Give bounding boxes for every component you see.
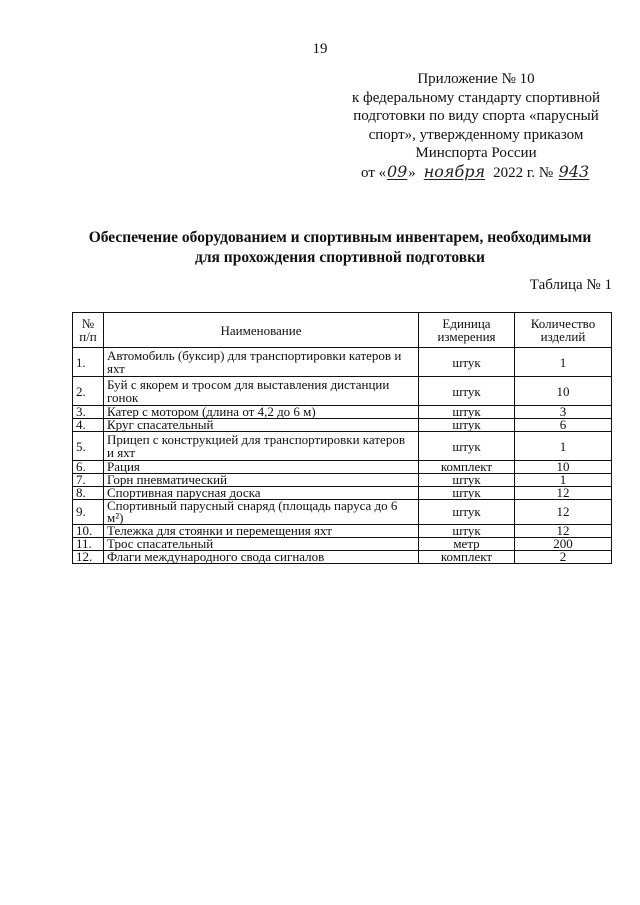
appendix-line: Приложение № 10 <box>417 71 535 87</box>
table-row <box>73 419 612 432</box>
date-prefix: от « <box>361 164 387 181</box>
row-qty: 6 <box>515 419 612 432</box>
row-qty: 1 <box>515 348 612 377</box>
date-year: 2022 г. № <box>493 164 554 181</box>
row-num: 8. <box>73 487 104 500</box>
row-qty: 10 <box>515 461 612 474</box>
row-unit: штук <box>419 377 515 406</box>
row-num: 10. <box>73 525 104 538</box>
row-name: Катер с мотором (длина от 4,2 до 6 м) <box>104 406 419 419</box>
row-qty: 200 <box>515 538 612 551</box>
row-name: Буй с якорем и тросом для выставления дистанции гонок <box>104 377 419 406</box>
row-unit: метр <box>419 538 515 551</box>
row-unit: штук <box>419 500 515 525</box>
row-unit: штук <box>419 419 515 432</box>
row-num: 12. <box>73 551 104 564</box>
row-name: Трос спасательный <box>104 538 419 551</box>
row-num: 6. <box>73 461 104 474</box>
row-name: Спортивная парусная доска <box>104 487 419 500</box>
row-name: Рация <box>104 461 419 474</box>
row-name: Тележка для стоянки и перемещения яхт <box>104 525 419 538</box>
row-unit: штук <box>419 432 515 461</box>
row-num: 7. <box>73 474 104 487</box>
header-unit <box>419 313 515 348</box>
header-num-line1: № <box>81 316 95 331</box>
row-name: Флаги международного свода сигналов <box>104 551 419 564</box>
row-num: 11. <box>73 538 104 551</box>
appendix-line: спорт», утвержденному приказом <box>368 126 584 143</box>
table-row <box>73 432 612 461</box>
header-qty <box>515 313 612 348</box>
row-unit: штук <box>419 348 515 377</box>
row-num: 5. <box>73 432 104 461</box>
row-qty: 12 <box>515 500 612 525</box>
appendix-line: к федеральному стандарту спортивной <box>351 89 601 106</box>
header-unit-line1: Единица <box>442 316 491 331</box>
header-qty-line1: Количество <box>530 316 596 331</box>
row-name: Горн пневматический <box>104 474 419 487</box>
handwritten-day: 09 <box>386 161 408 181</box>
row-qty: 3 <box>515 406 612 419</box>
header-num-line2: п/п <box>79 329 97 344</box>
row-unit: штук <box>419 474 515 487</box>
title-line: Обеспечение оборудованием и спортивным инвентарем, необходимыми <box>88 229 592 246</box>
row-num: 3. <box>73 406 104 419</box>
appendix-line: Минспорта России <box>415 145 537 161</box>
page-number: 19 <box>312 41 328 57</box>
appendix-block <box>336 70 616 182</box>
row-num: 2. <box>73 377 104 406</box>
row-qty: 1 <box>515 474 612 487</box>
row-name: Спортивный парусный снаряд (площадь паруса до 6 м²) <box>104 500 419 525</box>
order-date-line <box>336 163 616 183</box>
row-qty: 12 <box>515 525 612 538</box>
table-header-row <box>73 313 612 348</box>
row-qty: 10 <box>515 377 612 406</box>
handwritten-month: ноября <box>423 161 486 181</box>
row-num: 9. <box>73 500 104 525</box>
row-name: Прицеп с конструкцией для транспортировки катеров и яхт <box>104 432 419 461</box>
row-qty: 2 <box>515 551 612 564</box>
date-mid: » <box>408 164 416 181</box>
table-row <box>73 551 612 564</box>
row-num: 1. <box>73 348 104 377</box>
table-label: Таблица № 1 <box>529 277 612 293</box>
header-unit-line2: измерения <box>437 329 496 344</box>
row-num: 4. <box>73 419 104 432</box>
header-name: Наименование <box>104 313 419 348</box>
header-qty-line2: изделий <box>540 329 586 344</box>
row-name: Круг спасательный <box>104 419 419 432</box>
row-unit: штук <box>419 487 515 500</box>
row-unit: комплект <box>419 461 515 474</box>
row-unit: штук <box>419 406 515 419</box>
handwritten-order-number: 943 <box>558 161 590 181</box>
row-unit: штук <box>419 525 515 538</box>
table-row <box>73 500 612 525</box>
document-title <box>60 228 620 268</box>
table-row <box>73 377 612 406</box>
table-row <box>73 348 612 377</box>
row-qty: 1 <box>515 432 612 461</box>
equipment-table <box>72 312 612 564</box>
header-num <box>73 313 104 348</box>
row-qty: 12 <box>515 487 612 500</box>
row-name: Автомобиль (буксир) для транспортировки катеров и яхт <box>104 348 419 377</box>
title-line: для прохождения спортивной подготовки <box>195 249 485 266</box>
row-unit: комплект <box>419 551 515 564</box>
appendix-line: подготовки по виду спорта «парусный <box>353 108 599 124</box>
